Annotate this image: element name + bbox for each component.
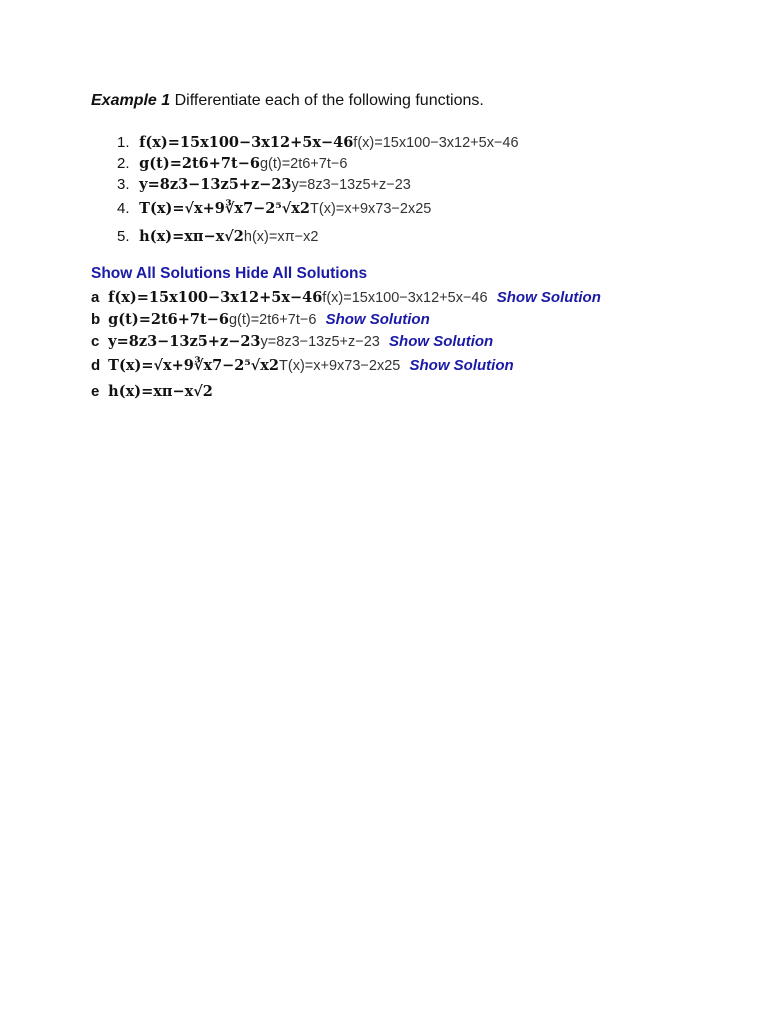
solution-math: f(x)=15x100−3x12+5x−46: [108, 289, 323, 306]
solution-letter: e: [91, 383, 100, 400]
example-instruction: Differentiate each of the following functions.: [174, 92, 484, 109]
solution-text: T(x)=x+9x73−2x25: [279, 358, 401, 374]
solution-letter: a: [91, 289, 100, 306]
item-number: 2.: [117, 155, 130, 172]
solution-letter: d: [91, 357, 101, 374]
show-solution-link[interactable]: Show Solution: [389, 333, 494, 350]
function-math: T(x)=√x+9∛x7−2⁵√x2: [139, 200, 311, 217]
list-item: [117, 153, 519, 174]
item-number: 1.: [117, 134, 130, 151]
solution-text: g(t)=2t6+7t−6: [228, 312, 317, 328]
solution-item: [91, 353, 601, 379]
solution-item: [91, 331, 601, 353]
item-number: 4.: [117, 200, 130, 217]
function-text: f(x)=15x100−3x12+5x−46: [353, 135, 519, 151]
list-item: [117, 132, 519, 153]
hide-all-solutions-link[interactable]: Hide All Solutions: [235, 265, 368, 282]
solution-item: [91, 309, 601, 331]
solution-toggles: [91, 265, 367, 283]
show-solution-link[interactable]: Show Solution: [496, 289, 601, 306]
function-math: g(t)=2t6+7t−6: [139, 155, 260, 172]
solution-math: h(x)=xπ−x√2: [108, 383, 213, 400]
function-math: y=8z3−13z5+z−23: [139, 176, 292, 193]
show-all-solutions-link[interactable]: Show All Solutions: [91, 265, 231, 282]
solution-letter: b: [91, 311, 101, 328]
function-text: g(t)=2t6+7t−6: [259, 156, 348, 172]
solution-math: T(x)=√x+9∛x7−2⁵√x2: [108, 357, 280, 374]
item-number: 3.: [117, 176, 130, 193]
solution-item: [91, 379, 601, 405]
solution-text: f(x)=15x100−3x12+5x−46: [322, 290, 488, 306]
item-number: 5.: [117, 228, 130, 245]
function-list: [117, 132, 519, 251]
solution-math: y=8z3−13z5+z−23: [108, 333, 261, 350]
solution-math: g(t)=2t6+7t−6: [108, 311, 229, 328]
solution-item: [91, 287, 601, 309]
example-label: Example 1: [91, 92, 171, 109]
function-text: h(x)=xπ−x2: [243, 229, 319, 245]
solutions-list: [91, 287, 601, 405]
function-math: h(x)=xπ−x√2: [139, 228, 244, 245]
list-item: [117, 223, 519, 251]
function-text: T(x)=x+9x73−2x25: [310, 201, 432, 217]
function-text: y=8z3−13z5+z−23: [291, 177, 411, 193]
example-heading: [91, 92, 484, 110]
function-math: f(x)=15x100−3x12+5x−46: [139, 134, 354, 151]
solution-letter: c: [91, 333, 100, 350]
show-solution-link[interactable]: Show Solution: [325, 311, 430, 328]
solution-text: y=8z3−13z5+z−23: [260, 334, 380, 350]
show-solution-link[interactable]: Show Solution: [409, 357, 514, 374]
list-item: [117, 195, 519, 223]
list-item: [117, 174, 519, 195]
